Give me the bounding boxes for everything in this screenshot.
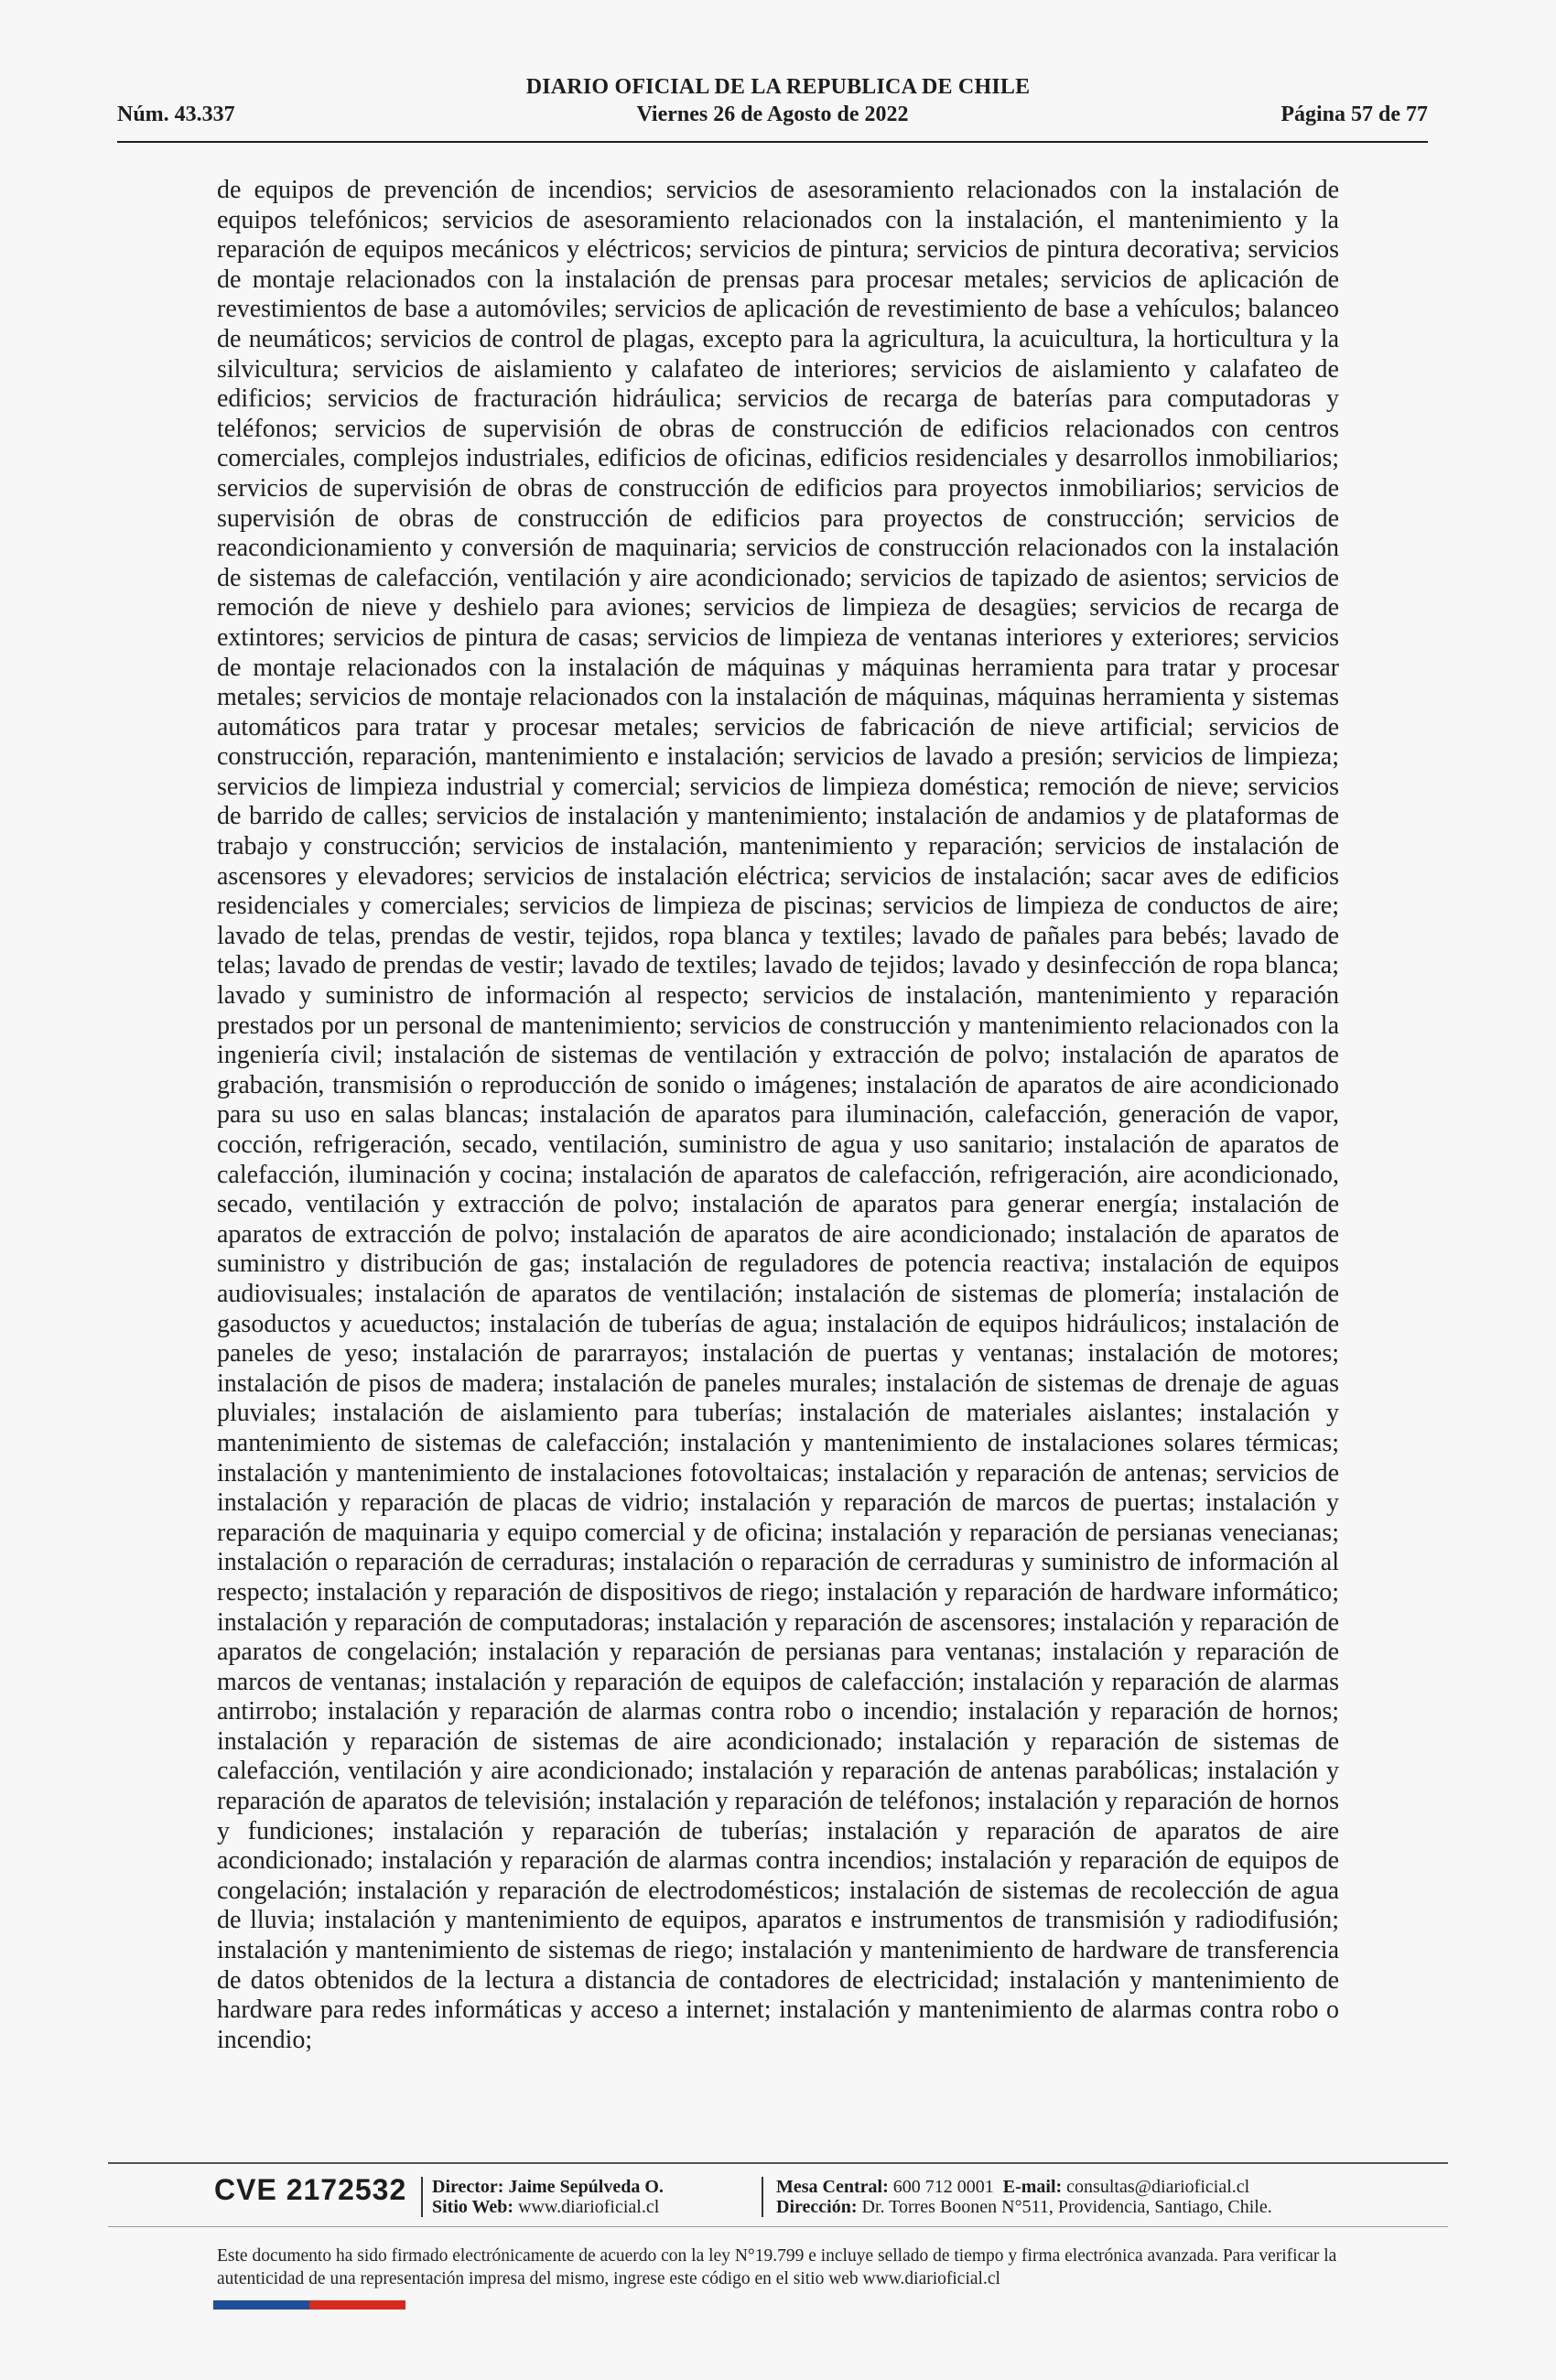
email-label: E-mail:	[1002, 2177, 1063, 2197]
phone-value: 600 712 0001	[892, 2177, 994, 2197]
header-divider	[117, 141, 1428, 143]
signature-disclaimer: Este documento ha sido firmado electrónicamente de acuerdo con la ley N°19.799 e incluye sellado de tiempo y firma electrónica avanzada. Para verificar la autenticidad de una representación impresa del mismo, ingrese este código en el sitio web www.diarioficial.cl	[217, 2246, 1337, 2288]
cve-code: CVE 2172532	[214, 2173, 407, 2206]
page-indicator: Página 57 de 77	[1280, 103, 1428, 126]
address-value: Dr. Torres Boonen N°511, Providencia, Santiago, Chile.	[861, 2197, 1272, 2217]
footer-contact-block	[776, 2177, 1272, 2217]
body-paragraph: de equipos de prevención de incendios; servicios de asesoramiento relacionados con la instalación de equipos telefónicos; servicios de asesoramiento relacionados con la instalación, el mantenimiento y la reparación de equipos mecánicos y eléctricos; servicios de pintura; servicios de pintura decorativa; servicios de montaje relacionados con la instalación de prensas para procesar metales; servicios de aplicación de revestimientos de base a automóviles; servicios de aplicación de revestimiento de base a vehículos; balanceo de neumáticos; servicios de control de plagas, excepto para la agricultura, la acuicultura, la horticultura y la silvicultura; servicios de aislamiento y calafateo de interiores; servicios de aislamiento y calafateo de edificios; servicios de fracturación hidráulica; servicios de recarga de baterías para computadoras y teléfonos; servicios de supervisión de obras de construcción de edificios relacionados con centros comerciales, complejos industriales, edificios de oficinas, edificios residenciales y desarrollos inmobiliarios; servicios de supervisión de obras de construcción de edificios para proyectos inmobiliarios; servicios de supervisión de obras de construcción de edificios para proyectos de construcción; servicios de reacondicionamiento y conversión de maquinaria; servicios de construcción relacionados con la instalación de sistemas de calefacción, ventilación y aire acondicionado; servicios de tapizado de asientos; servicios de remoción de nieve y deshielo para aviones; servicios de limpieza de desagües; servicios de recarga de extintores; servicios de pintura de casas; servicios de limpieza de ventanas interiores y exteriores; servicios de montaje relacionados con la instalación de máquinas y máquinas herramienta para tratar y procesar metales; servicios de montaje relacionados con la instalación de máquinas, máquinas herramienta y sistemas automáticos para tratar y procesar metales; servicios de fabricación de nieve artificial; servicios de construcción, reparación, mantenimiento e instalación; servicios de lavado a presión; servicios de limpieza; servicios de limpieza industrial y comercial; servicios de limpieza doméstica; remoción de nieve; servicios de barrido de calles; servicios de instalación y mantenimiento; instalación de andamios y de plataformas de trabajo y construcción; servicios de instalación, mantenimiento y reparación; servicios de instalación de ascensores y elevadores; servicios de instalación eléctrica; servicios de instalación; sacar aves de edificios residenciales y comerciales; servicios de limpieza de piscinas; servicios de limpieza de conductos de aire; lavado de telas, prendas de vestir, tejidos, ropa blanca y textiles; lavado de pañales para bebés; lavado de telas; lavado de prendas de vestir; lavado de textiles; lavado de tejidos; lavado y desinfección de ropa blanca; lavado y suministro de información al respecto; servicios de instalación, mantenimiento y reparación prestados por un personal de mantenimiento; servicios de construcción y mantenimiento relacionados con la ingeniería civil; instalación de sistemas de ventilación y extracción de polvo; instalación de aparatos de grabación, transmisión o reproducción de sonido o imágenes; instalación de aparatos de aire acondicionado para su uso en salas blancas; instalación de aparatos para iluminación, calefacción, generación de vapor, cocción, refrigeración, secado, ventilación, suministro de agua y uso sanitario; instalación de aparatos de calefacción, iluminación y cocina; instalación de aparatos de calefacción, refrigeración, aire acondicionado, secado, ventilación y extracción de polvo; instalación de aparatos para generar energía; instalación de aparatos de extracción de polvo; instalación de aparatos de aire acondicionado; instalación de aparatos de suministro y distribución de gas; instalación de reguladores de potencia reactiva; instalación de equipos audiovisuales; instalación de aparatos de ventilación; instalación de sistemas de plomería; instalación de gasoductos y acueductos; instalación de tuberías de agua; instalación de equipos hidráulicos; instalación de paneles de yeso; instalación de pararrayos; instalación de puertas y ventanas; instalación de motores; instalación de pisos de madera; instalación de paneles murales; instalación de sistemas de drenaje de aguas pluviales; instalación de aislamiento para tuberías; instalación de materiales aislantes; instalación y mantenimiento de sistemas de calefacción; instalación y mantenimiento de instalaciones solares térmicas; instalación y mantenimiento de instalaciones fotovoltaicas; instalación y reparación de antenas; servicios de instalación y reparación de placas de vidrio; instalación y reparación de marcos de puertas; instalación y reparación de maquinaria y equipo comercial y de oficina; instalación y reparación de persianas venecianas; instalación o reparación de cerraduras; instalación o reparación de cerraduras y suministro de información al respecto; instalación y reparación de dispositivos de riego; instalación y reparación de hardware informático; instalación y reparación de computadoras; instalación y reparación de ascensores; instalación y reparación de aparatos de congelación; instalación y reparación de persianas para ventanas; instalación y reparación de marcos de ventanas; instalación y reparación de equipos de calefacción; instalación y reparación de alarmas antirrobo; instalación y reparación de alarmas contra robo o incendio; instalación y reparación de hornos; instalación y reparación de sistemas de aire acondicionado; instalación y reparación de sistemas de calefacción, ventilación y aire acondicionado; instalación y reparación de antenas parabólicas; instalación y reparación de aparatos de televisión; instalación y reparación de teléfonos; instalación y reparación de hornos y fundiciones; instalación y reparación de tuberías; instalación y reparación de aparatos de aire acondicionado; instalación y reparación de alarmas contra incendios; instalación y reparación de equipos de congelación; instalación y reparación de electrodomésticos; instalación de sistemas de recolección de agua de lluvia; instalación y mantenimiento de equipos, aparatos e instrumentos de transmisión y radiodifusión; instalación y mantenimiento de sistemas de riego; instalación y mantenimiento de hardware de transferencia de datos obtenidos de la lectura a distancia de contadores de electricidad; instalación y mantenimiento de hardware para redes informáticas y acceso a internet; instalación y mantenimiento de alarmas contra robo o incendio;	[217, 176, 1339, 2054]
footer-divider	[108, 2162, 1448, 2164]
flag-stripe-red	[309, 2300, 405, 2310]
flag-stripe-blue	[213, 2300, 309, 2310]
footer-director-block	[432, 2177, 664, 2217]
address-label: Dirección:	[776, 2197, 858, 2217]
email-link[interactable]: consultas@diarioficial.cl	[1066, 2177, 1250, 2197]
director-name: Jaime Sepúlveda O.	[508, 2177, 664, 2197]
site-label: Sitio Web:	[432, 2197, 514, 2217]
phone-label: Mesa Central:	[776, 2177, 889, 2197]
gazette-title: DIARIO OFICIAL DE LA REPUBLICA DE CHILE	[525, 75, 1031, 99]
footer-separator	[421, 2177, 423, 2217]
footer-separator	[762, 2177, 763, 2217]
footer-divider-thin	[108, 2226, 1448, 2227]
site-link[interactable]: www.diarioficial.cl	[518, 2197, 660, 2217]
header-row	[117, 103, 1428, 132]
director-label: Director:	[432, 2177, 504, 2197]
issue-number: Núm. 43.337	[117, 103, 235, 126]
issue-date: Viernes 26 de Agosto de 2022	[636, 103, 909, 126]
